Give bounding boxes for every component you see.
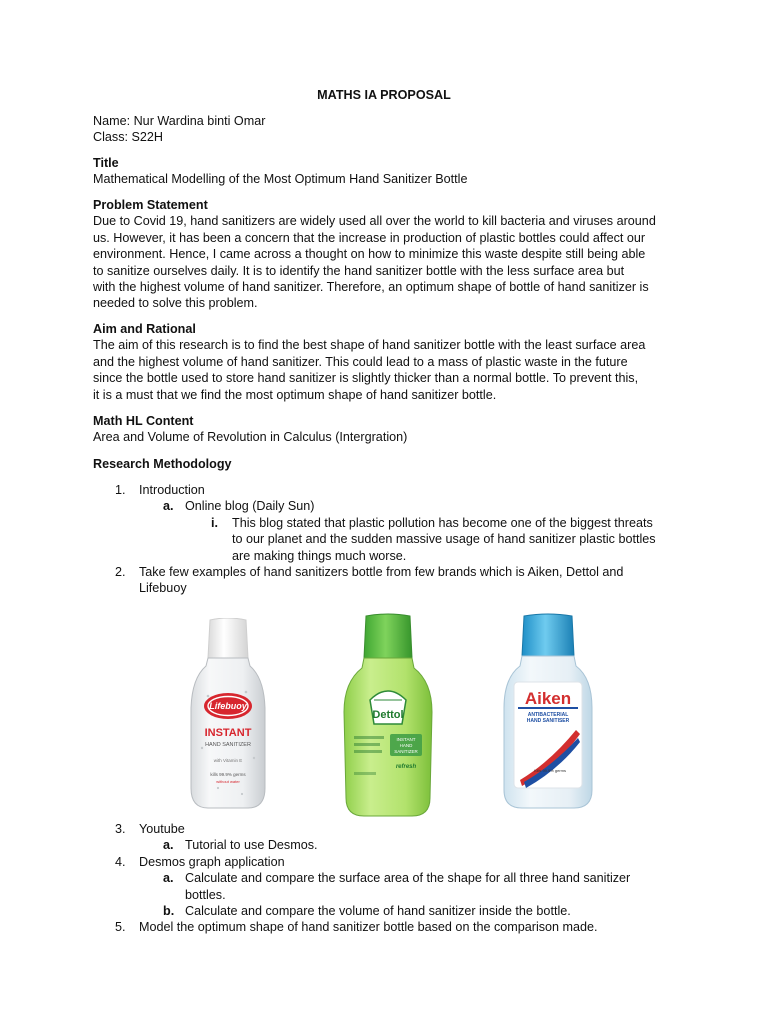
methodology-list-continued [93,821,693,936]
list-item-text: Model the optimum shape of hand sanitizer bottle based on the comparison made. [139,920,598,935]
lifebuoy-label-line: HAND SANITIZER [205,742,251,748]
sub-list-text: Calculate and compare the volume of hand sanitizer inside the bottle. [185,904,571,919]
aiken-label-line: Kills 99.9% germs [534,768,567,773]
sub-list-marker: b. [163,904,175,919]
lifebuoy-label-line: kills 99.9% germs [210,772,246,777]
sub-list-line: bottles. [185,887,226,902]
student-class: Class: S22H [93,130,163,145]
list-item-text: Desmos graph application [139,854,285,869]
dettol-bottle-image [340,612,436,820]
aim-line: since the bottle used to store hand sanitizer is slightly thicker than a normal bottle. To prevent this, [93,371,639,386]
sub-sub-list-marker: i. [211,515,218,530]
student-name: Name: Nur Wardina binti Omar [93,114,266,128]
aiken-logo-text: Aiken [524,689,572,708]
sub-list-text: Online blog (Daily Sun) [185,499,315,514]
document-title: MATHS IA PROPOSAL [317,88,451,102]
research-heading: Research Methodology [93,457,232,471]
aiken-label-line: HAND SANITISER [526,718,570,724]
dettol-label-line: SANITIZER [394,749,418,754]
problem-line: to sanitize ourselves daily. It is to identify the hand sanitizer bottle with the less surface area but [93,263,625,278]
aim-heading: Aim and Rational [93,322,196,336]
list-item [93,564,693,597]
lifebuoy-logo-text: Lifebuoy [209,701,247,711]
sub-sub-list-item [93,515,693,564]
list-number: 1. [115,483,126,497]
math-section [93,413,683,446]
title-text: Mathematical Modelling of the Most Optimum Hand Sanitizer Bottle [93,172,468,187]
lifebuoy-label-line: with Vitamin E [213,758,243,763]
sub-list-item [93,903,693,919]
dettol-label-line: INSTANT [396,737,416,742]
dettol-label-line: HAND [399,743,413,748]
lifebuoy-bottle-image [188,618,268,810]
title-section [93,155,683,188]
lifebuoy-label-line: INSTANT [204,727,252,739]
list-item-text: Youtube [139,822,185,836]
title-heading: Title [93,156,119,170]
problem-heading: Problem Statement [93,198,208,212]
lifebuoy-label-line: without water [216,779,240,784]
sub-list-line: Calculate and compare the surface area of the shape for all three hand sanitizer [185,871,631,886]
sub-list-item [93,498,693,514]
aim-section [93,321,683,403]
sub-sub-list-line: This blog stated that plastic pollution has become one of the biggest threats [232,515,653,530]
list-item [93,854,693,870]
list-item-line: Lifebuoy [139,581,187,596]
problem-line: Due to Covid 19, hand sanitizers are widely used all over the world to kill bacteria and viruses around [93,214,656,229]
research-section [93,456,683,472]
problem-line: us. However, it has been a concern that the increase in production of plastic bottles could affect our [93,230,646,245]
aim-line: The aim of this research is to find the best shape of hand sanitizer bottle with the least surface area [93,338,646,353]
aim-line: and the highest volume of hand sanitizer. This could lead to a mass of plastic waste in the future [93,354,628,369]
list-item [93,919,693,935]
list-number: 5. [115,920,126,935]
aiken-bottle-image [500,612,596,812]
list-item [93,482,693,498]
problem-line: environment. Hence, I came across a thought on how to minimize this waste despite still being able [93,247,646,262]
problem-line: needed to solve this problem. [93,296,258,311]
math-text: Area and Volume of Revolution in Calculus (Intergration) [93,430,408,445]
sub-list-item [93,837,693,853]
aiken-label-line: ANTIBACTERIAL [527,712,569,718]
dettol-label-line: refresh [395,764,417,770]
problem-line: with the highest volume of hand sanitizer. Therefore, an optimum shape of bottle of hand sanitizer is [93,280,649,295]
sub-list-marker: a. [163,871,174,886]
list-item-text: Introduction [139,483,205,497]
aim-line: it is a must that we find the most optimum shape of hand sanitizer bottle. [93,387,497,402]
list-number: 2. [115,565,126,580]
sub-sub-list-line: are making things much worse. [232,548,407,563]
sub-list-marker: a. [163,838,174,853]
methodology-list [93,482,693,597]
student-info [93,113,683,146]
sub-list-item [93,870,693,903]
sub-sub-list-line: to our planet and the sudden massive usage of hand sanitizer plastic bottles [232,532,656,547]
dettol-logo-text: Dettol [372,709,404,721]
sub-list-marker: a. [163,499,174,514]
list-item [93,821,693,837]
problem-section [93,197,683,312]
math-heading: Math HL Content [93,414,194,428]
list-item-line: Take few examples of hand sanitizers bottle from few brands which is Aiken, Dettol and [139,565,624,580]
sub-list-text: Tutorial to use Desmos. [185,838,318,853]
list-number: 4. [115,854,126,869]
list-number: 3. [115,822,126,836]
